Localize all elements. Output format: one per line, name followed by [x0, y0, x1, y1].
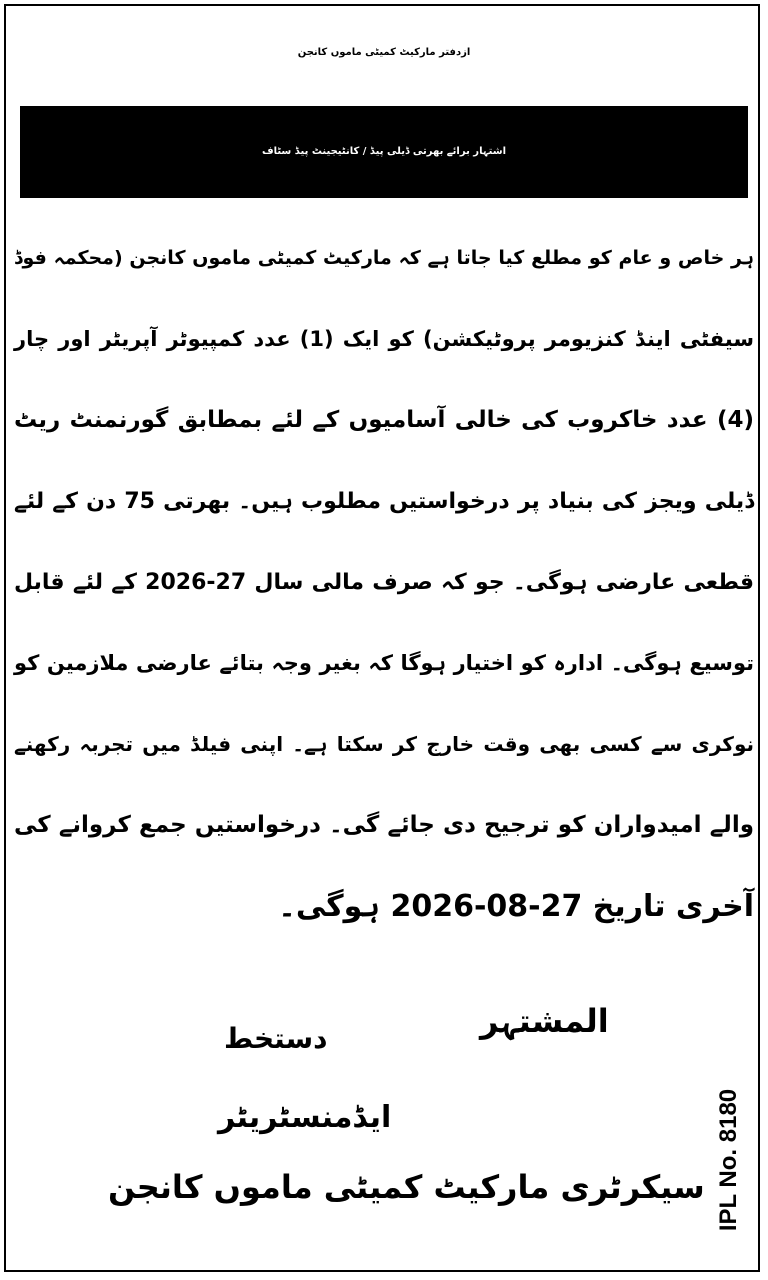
body-line-last: آخری تاریخ 27-08-2026 ہوگی۔: [278, 889, 754, 924]
body-line: قطعی عارضی ہوگی۔ جو کہ صرف مالی سال 27-2026 کے لئے قابل: [14, 570, 754, 595]
body-line: ہر خاص و عام کو مطلع کیا جاتا ہے کہ مارکیٹ کمیٹی ماموں کانجن (محکمہ فوڈ: [14, 247, 754, 269]
body-line: توسیع ہوگی۔ ادارہ کو اختیار ہوگا کہ بغیر وجہ بتائے عارضی ملازمین کو: [14, 651, 754, 675]
office-title: ازدفتر مارکیٹ کمیٹی ماموں کانجن: [297, 47, 471, 58]
signature-label: دستخط: [224, 1022, 328, 1055]
ipl-number: IPL No. 8180: [715, 1088, 742, 1232]
advertisement-banner: اشتہار برائے بھرتی ڈیلی پیڈ / کانٹیجینٹ پیڈ سٹاف: [20, 106, 748, 198]
advertiser-label: المشتہر: [480, 1002, 609, 1040]
body-line: نوکری سے کسی بھی وقت خارج کر سکتا ہے۔ اپنی فیلڈ میں تجربہ رکھنے: [14, 732, 754, 756]
secretary-label: سیکرٹری مارکیٹ کمیٹی ماموں کانجن: [108, 1168, 705, 1206]
body-line: سیفٹی اینڈ کنزیومر پروٹیکشن) کو ایک (1) عدد کمپیوٹر آپریٹر اور چار: [14, 327, 754, 351]
administrator-label: ایڈمنسٹریٹر: [218, 1100, 392, 1135]
body-line: والے امیدواران کو ترجیح دی جائے گی۔ درخواستیں جمع کروانے کی: [14, 812, 754, 838]
advertisement-body: [14, 218, 754, 947]
body-line: (4) عدد خاکروب کی خالی آسامیوں کے لئے بمطابق گورنمنٹ ریٹ: [14, 407, 754, 433]
body-line: ڈیلی ویجز کی بنیاد پر درخواستیں مطلوب ہیں۔ بھرتی 75 دن کے لئے: [14, 489, 754, 514]
